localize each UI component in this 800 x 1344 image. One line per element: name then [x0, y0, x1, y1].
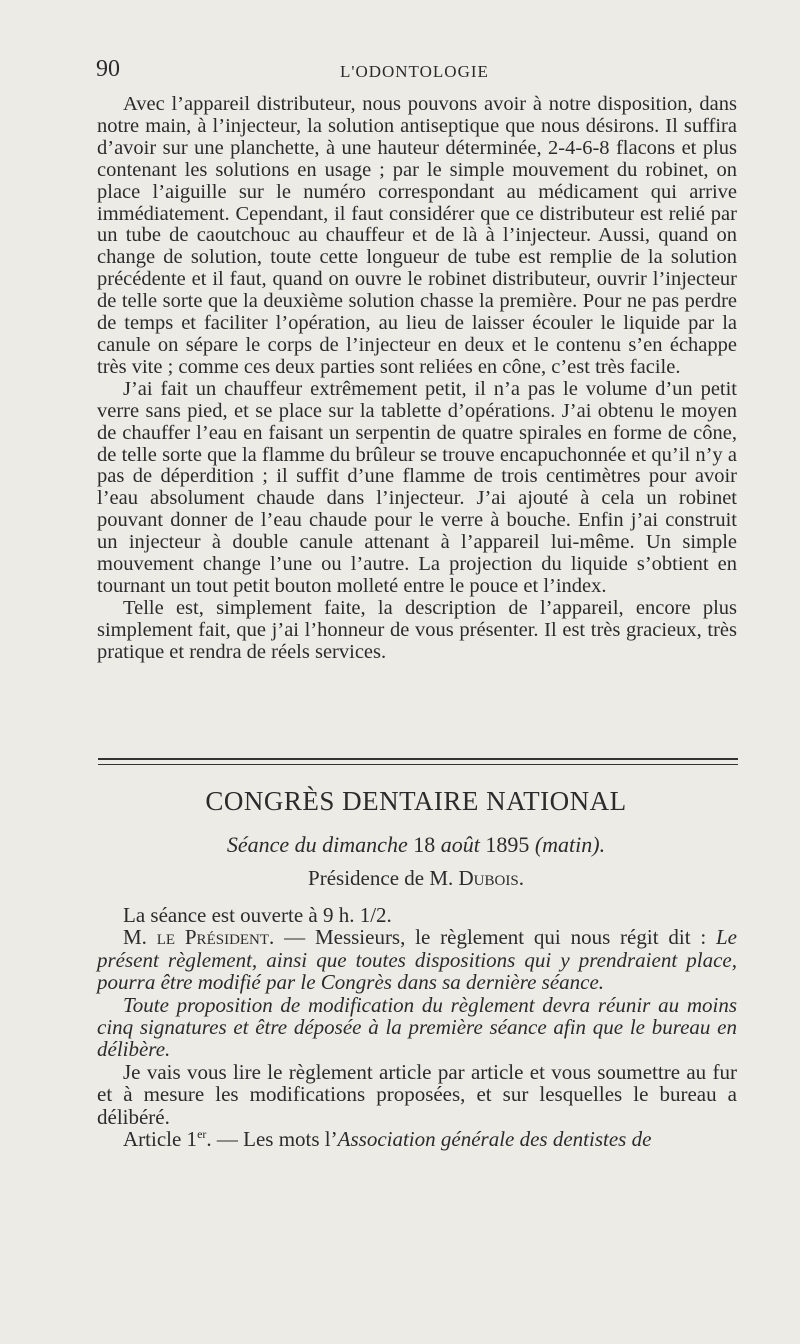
session-opening: La séance est ouverte à 9 h. 1/2. [123, 903, 392, 927]
presidency-prefix: Présidence de M. [308, 866, 459, 890]
president-name: Dubois [458, 866, 519, 890]
section-divider [98, 758, 738, 760]
running-title: L'ODONTOLOGIE [340, 62, 489, 81]
paragraph-conclusion: Telle est, simplement faite, la description de l’appareil, encore plus simplement fait, que j’ai l’honneur de vous présenter. Il est très gracieux, très pratique et rendra de réels services. [97, 596, 737, 663]
session-minutes [97, 904, 737, 1150]
reading-announcement: Je vais vous lire le règlement article par article et vous soumettre au fur et à mesure les modifications proposées, et sur lesquelles le bureau a délibéré. [97, 1059, 737, 1129]
session-line [96, 832, 736, 858]
rule-quote-2-paragraph [97, 994, 737, 1061]
speaker-text: — Messieurs, le règlement qui nous régit dit : [274, 925, 716, 950]
session-day: Séance du dimanche [226, 832, 408, 857]
section-title: CONGRÈS DENTAIRE NATIONAL [205, 786, 627, 816]
paragraph-distributor: Avec l’appareil distributeur, nous pouvons avoir à notre disposition, dans notre main, à l’injecteur, la solution antiseptique que nous désirons. Il suffira d’avoir sur une planchette, à une hauteur déterminée, 2-4-6-8 flacons et plus contenant les solutions en usage ; par le simple mouvement du robinet, on place l’aiguille sur le numéro correspondant au médicament qui arrive immédiatement. Cependant, il faut considérer que ce distributeur est relié par un tube de caoutchouc au chauffeur et de là à l’injecteur. Aussi, quand on change de solution, toute cette longueur de tube est remplie de la solution précédente et il faut, quand on ouvre le robinet distributeur, ouvrir l’injecteur de telle sorte que la deuxième solution chasse la première. Pour ne pas perdre de temps et faciliter l’opération, au lieu de laisser écouler le liquide par la canule on sépare le corps de l’injecteur en deux et le contenu s’en échappe très vite ; comme ces deux parties sont reliées en cône, c’est très facile. [97, 93, 737, 378]
presidency-suffix: . [518, 866, 524, 890]
article-one [97, 1128, 737, 1150]
session-month: août [440, 832, 480, 857]
article-body [97, 94, 737, 664]
session-year: 1895 [479, 832, 535, 857]
speaker-label: M. le Président. [123, 925, 275, 950]
rule-quote-1: Le présent règlement, ainsi que toutes dispositions qui y prendraient place, pourra être modifié par le Congrès dans sa dernière séance. [97, 925, 737, 995]
paragraph-heater: J’ai fait un chauffeur extrêmement petit, il n’a pas le volume d’un petit verre sans pied, et se place sur la tablette d’opérations. J’ai obtenu le moyen de chauffer l’eau en faisant un serpentin de quatre spirales en forme de cône, de telle sorte que la flamme du brûleur se trouve encapuchonnée et qu’il n’y a pas de déperdition ; il suffit d’une flamme de trois centimètres pour avoir l’eau absolument chaude dans l’injecteur. J’ai ajouté à cela un robinet pouvant donner de l’eau chaude pour le verre à bouche. Enfin j’ai construit un injecteur à double canule attenant à l’appareil lui-même. Un simple mouvement change l’une ou l’autre. La projection du liquide s’obtient en tournant un tout petit bouton molleté entre le pouce et l’index. [97, 377, 737, 597]
president-statement [97, 926, 737, 993]
session-date-day: 18 [407, 832, 441, 857]
page-header [96, 56, 736, 90]
session-time: (matin). [534, 832, 606, 857]
article-sup: er [197, 1127, 207, 1142]
article-mid: . — Les mots l’ [206, 1127, 338, 1152]
rule-quote-2: Toute proposition de modification du règlement devra réunir au moins cinq signatures et être déposée à la première séance afin que le bureau en délibère. [97, 992, 737, 1062]
article-italic: Association générale des dentistes de [337, 1127, 652, 1152]
presidency-line [96, 866, 736, 891]
section-divider-thin [98, 764, 738, 765]
page-number: 90 [96, 56, 120, 82]
article-prefix: Article 1 [123, 1127, 198, 1152]
